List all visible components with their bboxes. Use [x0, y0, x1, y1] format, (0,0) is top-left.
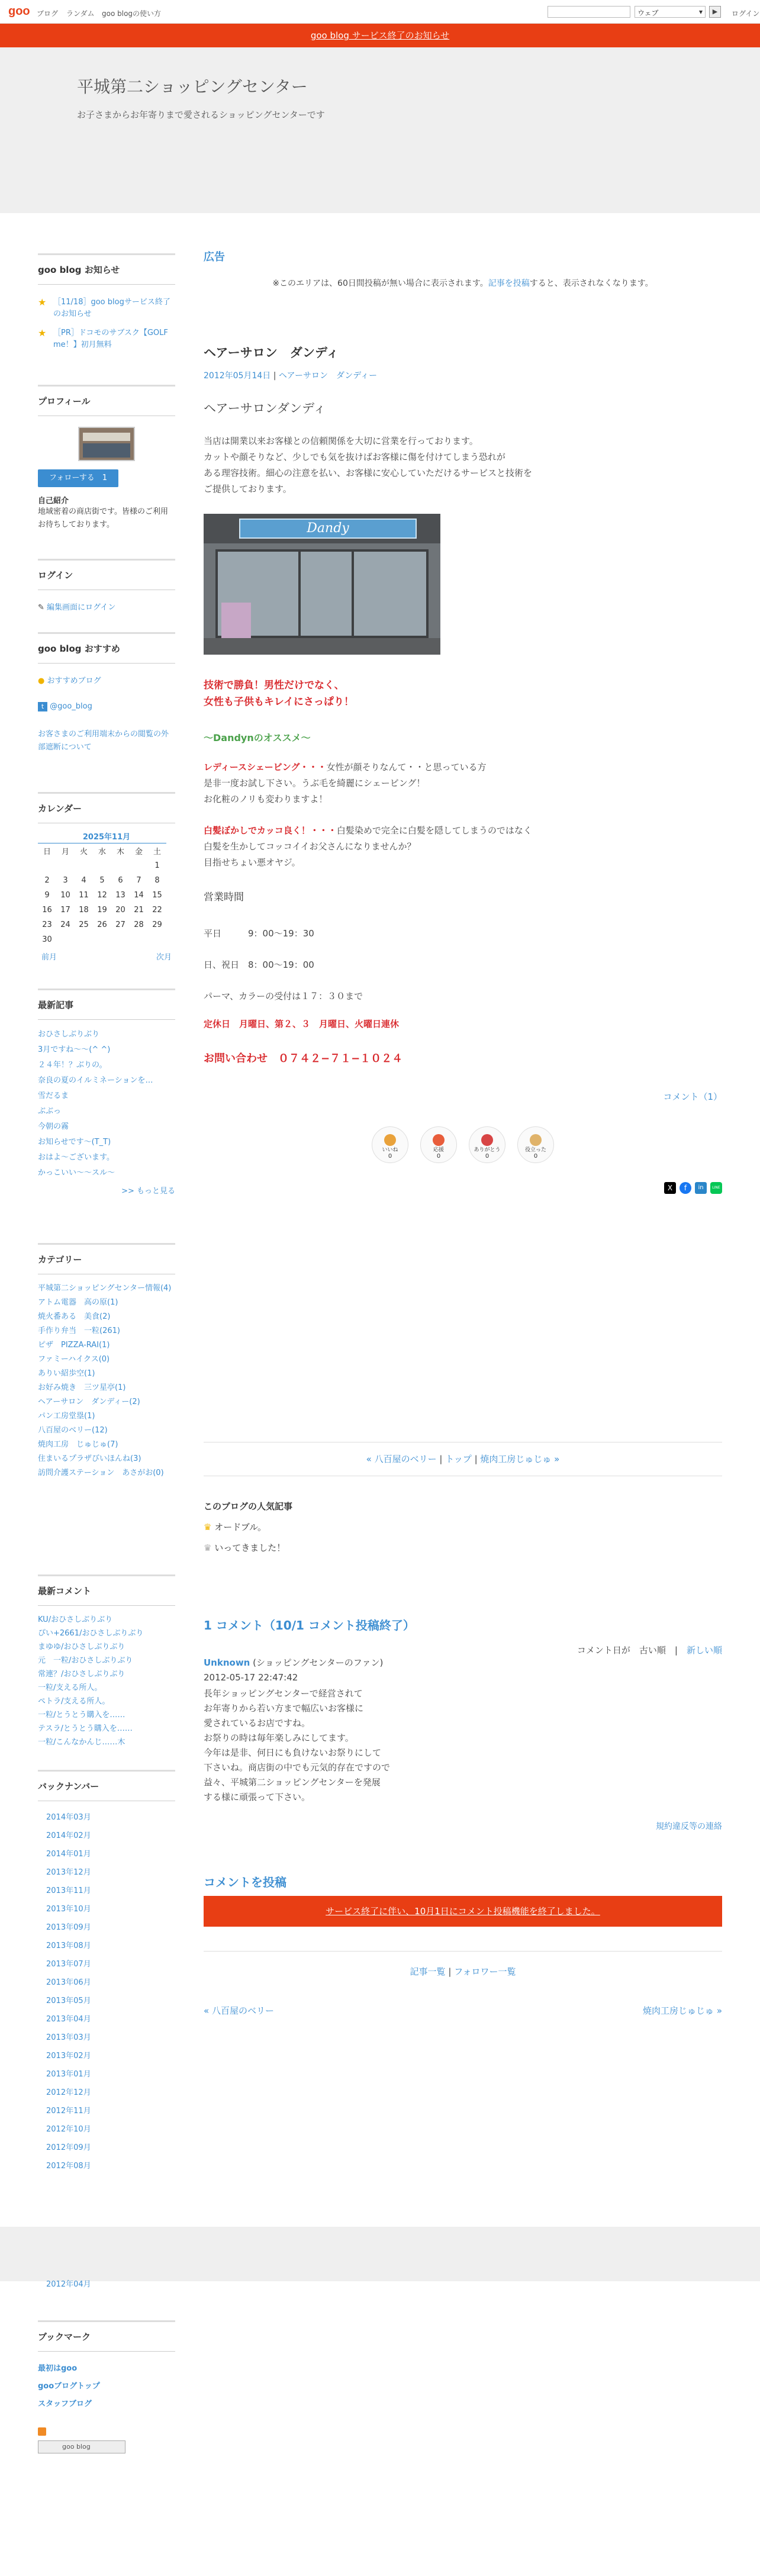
search-button[interactable]: ▶	[709, 6, 721, 18]
hatena-share-icon[interactable]: in	[695, 1182, 707, 1194]
calendar-day[interactable]: 19	[97, 905, 107, 915]
calendar-day[interactable]: 15	[152, 890, 162, 900]
backnumber-item[interactable]: 2012年08月	[46, 2162, 91, 2171]
backnumber-item[interactable]: 2013年01月	[46, 2070, 91, 2079]
calendar-day	[130, 932, 148, 947]
login-link[interactable]: ログイン	[732, 9, 760, 18]
calendar-day[interactable]: 23	[42, 920, 52, 929]
recommend-heading: goo blog おすすめ	[38, 632, 175, 664]
intro-line: ある理容技術。細心の注意を払い、お客様に安心していただけるサービスと技術を	[204, 468, 533, 478]
calendar-weekday: 月	[61, 847, 69, 856]
recent-comment-item[interactable]: ペトラ/支える所人。	[38, 1697, 110, 1706]
recent-article-item[interactable]: お知らせです〜(T_T)	[38, 1138, 111, 1147]
recent-article-item[interactable]: ２４年！？ぶりの。	[38, 1061, 107, 1070]
star-icon: ★	[38, 297, 47, 308]
goo-blog-badge[interactable]: goo blog	[38, 2440, 125, 2453]
calendar-heading: カレンダー	[38, 792, 175, 823]
ad-section	[204, 249, 722, 289]
reaction-button[interactable]	[372, 1126, 408, 1163]
article-subtitle: ヘアーサロンダンディ	[204, 401, 326, 416]
recent-article-item[interactable]: 今朝の霧	[38, 1122, 69, 1131]
calendar-weekday: 金	[134, 847, 143, 856]
order-old[interactable]: 古い順	[639, 1645, 666, 1656]
bottom-prev-link[interactable]: « 八百屋のベリー	[204, 2005, 274, 2016]
popular-section	[204, 1500, 722, 1554]
post-comment-heading: コメントを投稿	[204, 1875, 286, 1889]
calendar-day	[148, 932, 166, 947]
intro-label: 自己紹介	[38, 497, 69, 505]
reactions	[204, 1126, 722, 1163]
goo-logo[interactable]: goo	[8, 5, 30, 18]
backnumber-item[interactable]: 2012年12月	[46, 2088, 91, 2097]
shop-photo[interactable]	[204, 514, 440, 655]
comment-line: 下さいね。商店街の中でも元気的存在ですので	[204, 1762, 391, 1773]
comment-line: 益々、平城第二ショッピングセンターを発展	[204, 1777, 381, 1788]
contact-info: お問い合わせ ０７４２−７１−１０２４	[204, 1052, 403, 1065]
calendar-weekday: 水	[98, 847, 106, 856]
recent-comment-item[interactable]: KU/おひさしぶりぶり	[38, 1615, 113, 1624]
calendar-month: 2025年11月	[82, 833, 131, 842]
article-title[interactable]: ヘアーサロン ダンディ	[204, 346, 339, 360]
recent-article-item[interactable]: かっこいい〜〜スル〜	[38, 1168, 115, 1177]
comment-count-link[interactable]: コメント（1）	[663, 1091, 722, 1102]
category-item[interactable]: 平城第二ショッピングセンター情報(4)	[38, 1284, 172, 1293]
calendar-day[interactable]: 2	[44, 875, 50, 885]
calendar-day	[75, 858, 93, 873]
crown-icon: ♛	[204, 1543, 212, 1553]
backnumber-item[interactable]: 2012年11月	[46, 2107, 91, 2115]
calendar-day	[75, 932, 93, 947]
backnumber-item[interactable]: 2014年03月	[46, 1813, 91, 1822]
calendar-day[interactable]: 17	[60, 905, 70, 915]
sidebar-notice	[38, 253, 175, 351]
recent-comment-item[interactable]: まゆゆ/おひさしぶりぶり	[38, 1643, 125, 1651]
bookmark-item[interactable]: スタッフブログ	[38, 2400, 92, 2408]
recent-article-item[interactable]: おひさしぶりぶり	[38, 1030, 100, 1039]
sidebar-recommend	[38, 632, 175, 754]
category-item[interactable]: お好み焼き 三ツ星亭(1)	[38, 1383, 126, 1392]
article-pager: « 八百屋のベリー | トップ | 焼肉工房じゅじゅ »	[204, 1442, 722, 1476]
backnumber-item[interactable]: 2012年04月	[46, 2280, 91, 2289]
calendar-day[interactable]: 5	[99, 875, 105, 885]
facebook-share-icon[interactable]: f	[680, 1182, 691, 1194]
calendar-day[interactable]: 25	[79, 920, 89, 929]
hours-heading: 営業時間	[204, 891, 244, 903]
backnumber-item[interactable]: 2013年06月	[46, 1978, 91, 1987]
calendar-day[interactable]: 28	[134, 920, 144, 929]
comment-author[interactable]: Unknown	[204, 1657, 250, 1668]
order-new-link[interactable]: 新しい順	[686, 1645, 722, 1656]
article: ヘアーサロン ダンディ 2012年05月14日 | ヘアーサロン ダンディー ヘアーサロンダンディ 当店は開業以来お客様との信頼関係を大切に営業を行っております。 カットや顔そりなど、少しでも気を抜けばお客様に傷を付けてしまう恐れが ある理容技術。細心の注意を払い、お客様に安心していただけるサービスと技術を ご提供しております。 Dandy 技術で勝負！男性だけでなく、 女性も子供もキレイにさっぱり！ 〜Dandynのオススメ〜 レディースシェービング・・・女性が顔そりなんて・・と思っている方 是非一度お試し下さい。うぶ毛を綺麗にシェービング！ お化粧のノリも変わりますよ！ 白髪ぼかしでカッコ良く！・・・白髪染めで完全に白髪を隠してしまうのではなく 白髪を生かしてコッコイイお父さんになりませんか？ 目指せちょい悪オヤジ。 営業時間 平日 9：00〜19：30 日、祝日 8：00〜19：00 パーマ、カラーの受付は１７：３０まで 定休日 月曜日、第２、３ 月曜日、火曜日連休 お問い合わせ ０７４２−７１−１０２４ コメント（1） いいね 0 応援 0 ありがとう 0 役立った 0 X f in LINE	[204, 343, 722, 1194]
calendar-day	[38, 858, 56, 873]
x-share-icon[interactable]: X	[664, 1182, 676, 1194]
search-input[interactable]	[548, 6, 630, 18]
backnumber-item[interactable]: 2013年03月	[46, 2033, 91, 2042]
calendar-day[interactable]: 26	[97, 920, 107, 929]
reaction-label: 応援	[433, 1147, 444, 1153]
profile-heading: プロフィール	[38, 385, 175, 416]
profile-image[interactable]	[78, 427, 135, 461]
backnumber-item[interactable]: 2013年07月	[46, 1960, 91, 1969]
bookmark-heading: ブックマーク	[38, 2320, 175, 2352]
reaction-label: いいね	[382, 1147, 398, 1153]
calendar-day[interactable]: 30	[42, 935, 52, 944]
category-item[interactable]: 八百屋のベリー(12)	[38, 1426, 108, 1435]
calendar-day	[93, 858, 111, 873]
ladies-line: 是非一度お試し下さい。うぶ毛を綺麗にシェービング！	[204, 778, 426, 788]
calendar-weekday: 木	[116, 847, 124, 856]
sidebar-login	[38, 559, 175, 612]
comment-author-note: (ショッピングセンターのファン)	[253, 1657, 384, 1668]
backnumber-item[interactable]: 2014年01月	[46, 1850, 91, 1859]
ad-notice: ※このエリアは、60日間投稿が無い場合に表示されます。記事を投稿すると、表示されなくなります。	[272, 279, 653, 288]
article-list-link[interactable]: 記事一覧	[410, 1966, 446, 1977]
follow-button[interactable]: フォローする 1	[38, 469, 118, 487]
recommend-heading: 〜Dandynのオススメ〜	[204, 732, 311, 743]
bulb-icon: ●	[38, 677, 45, 685]
comments-heading: 1 コメント（10/1 コメント投稿終了）	[204, 1618, 415, 1632]
calendar-day[interactable]: 14	[134, 890, 144, 900]
bottom-pager	[204, 2004, 722, 2017]
next-article-link[interactable]: 焼肉工房じゅじゅ »	[480, 1454, 560, 1464]
nav-howto[interactable]: goo blogの使い方	[102, 9, 162, 18]
recent-comment-item[interactable]: 一粒/こんなかんじ……木	[38, 1738, 125, 1747]
calendar-day	[93, 932, 111, 947]
backnumber-item[interactable]: 2013年10月	[46, 1905, 91, 1914]
gray-line: 白髪を生かしてコッコイイお父さんになりませんか？	[204, 841, 416, 852]
calendar-day[interactable]: 8	[154, 875, 160, 885]
post-article-link[interactable]: 記事を投稿	[488, 279, 530, 288]
intro-text: 地域密着の商店街です。皆様のご利用お待ちしております。	[38, 507, 168, 529]
blog-header	[0, 47, 760, 213]
report-link[interactable]: 規約違反等の連絡	[656, 1822, 722, 1831]
star-icon: ★	[38, 327, 47, 339]
chevron-down-icon: ▾	[698, 8, 703, 16]
rss-icon[interactable]	[38, 2427, 46, 2436]
category-item[interactable]: ピザ PIZZA-RAI(1)	[38, 1341, 110, 1350]
weekday-hours: 平日 9：00〜19：30	[204, 928, 314, 939]
sidebar-calendar	[38, 792, 175, 962]
backnumber-heading: バックナンバー	[38, 1770, 175, 1801]
top-link[interactable]: トップ	[445, 1454, 472, 1464]
sidebar-backnumber	[38, 1770, 175, 2175]
recent-comment-item[interactable]: ぴい+2661/おひさしぶりぶり	[38, 1629, 144, 1638]
calendar-day[interactable]: 22	[152, 905, 162, 915]
reaction-count: 0	[436, 1153, 441, 1160]
recent-comment-item[interactable]: テスラ/とうとう購入を……	[38, 1724, 133, 1733]
popular-item[interactable]: オードブル。	[214, 1522, 266, 1532]
comment-line: する様に頑張って下さい。	[204, 1792, 311, 1802]
calendar-table	[38, 843, 166, 947]
calendar-day	[130, 858, 148, 873]
backnumber-item[interactable]: 2012年10月	[46, 2125, 91, 2134]
calendar-day	[56, 858, 75, 873]
backnumber-item[interactable]: 2013年04月	[46, 2015, 91, 2024]
calendar-day[interactable]: 3	[63, 875, 68, 885]
backnumber-item[interactable]: 2013年12月	[46, 1868, 91, 1877]
category-item[interactable]: 訪問介護ステーション あさがお(0)	[38, 1469, 164, 1477]
ladies-line: お化粧のノリも変わりますよ！	[204, 794, 328, 804]
notice-item[interactable]: ［PR］ドコモのサブスク【GOLF me！】初月無料	[53, 329, 168, 349]
calendar-day[interactable]: 6	[118, 875, 123, 885]
category-item[interactable]: 住まいるプラザびいほんね(3)	[38, 1454, 141, 1463]
intro-line: カットや顔そりなど、少しでも気を抜けばお客様に傷を付けてしまう恐れが	[204, 452, 505, 462]
reaction-count: 0	[388, 1153, 392, 1160]
follower-list-link[interactable]: フォロワー一覧	[454, 1966, 516, 1977]
calendar-day[interactable]: 7	[136, 875, 141, 885]
reaction-count: 0	[533, 1153, 538, 1160]
crown-icon: ♛	[204, 1522, 212, 1532]
calendar-weekday: 火	[79, 847, 88, 856]
more-articles-link[interactable]: >> もっと見る	[121, 1187, 175, 1196]
top-bar	[0, 0, 760, 24]
calendar-day	[111, 858, 130, 873]
backnumber-extra	[38, 2278, 175, 2289]
closed-days: 定休日 月曜日、第２、３ 月曜日、火曜日連休	[204, 1019, 400, 1029]
holiday-hours: 日、祝日 8：00〜19：00	[204, 959, 314, 970]
reaction-label: ありがとう	[474, 1147, 501, 1153]
backnumber-item[interactable]: 2012年09月	[46, 2143, 91, 2152]
comment-order-label: コメント日が	[577, 1645, 630, 1656]
comments-section: 1 コメント（10/1 コメント投稿終了） コメント日が 古い順 | 新しい順 Unknown (ショッピングセンターのファン) 2012-05-17 22:47:42 長年ショッピングセンターで経営されて お年寄りから若い方まで幅広いお客様に 愛されているお店ですね。 お祭りの時は毎年楽しみにしてます。 今年は是非、何日にも負けないお祭りにして 下さいね。商店街の中でも元気的存在ですので 益々、平城第二ショッピングセンターを発展 する様に頑張って下さい。 規約違反等の連絡	[204, 1616, 722, 1832]
share-buttons	[204, 1182, 722, 1194]
nav-random[interactable]: ランダム	[66, 9, 95, 18]
calendar-day[interactable]: 29	[152, 920, 162, 929]
comment-line: お祭りの時は毎年楽しみにしてます。	[204, 1733, 354, 1743]
backnumber-item[interactable]: 2014年02月	[46, 1831, 91, 1840]
calendar-prev-link[interactable]: 前月	[41, 952, 57, 962]
reaction-button[interactable]	[420, 1126, 457, 1163]
calendar-day[interactable]: 13	[115, 890, 125, 900]
bottom-next-link[interactable]: 焼肉工房じゅじゅ »	[643, 2005, 722, 2016]
backnumber-item[interactable]: 2013年08月	[46, 1941, 91, 1950]
gray-heading: 白髪ぼかしでカッコ良く！・・・	[204, 825, 337, 836]
backnumber-item[interactable]: 2013年09月	[46, 1923, 91, 1932]
popular-heading: このブログの人気記事	[204, 1501, 293, 1512]
recent-heading: 最新記事	[38, 988, 175, 1020]
bookmark-item[interactable]: 最初はgoo	[38, 2364, 78, 2373]
comment-line: 今年は是非、何日にも負けないお祭りにして	[204, 1747, 382, 1758]
intro-line: ご提供しております。	[204, 484, 292, 494]
calendar-day[interactable]: 27	[115, 920, 125, 929]
category-item[interactable]: 焼火番ある 美食(2)	[38, 1312, 111, 1321]
article-category[interactable]: ヘアーサロン ダンディー	[278, 371, 378, 381]
calendar-weekday: 土	[153, 847, 161, 856]
notice-item[interactable]: ［11/18］goo blogサービス終了のお知らせ	[53, 298, 170, 318]
reaction-emoji-icon	[481, 1134, 493, 1146]
reaction-button[interactable]	[517, 1126, 554, 1163]
edit-login-link[interactable]: 編集画面にログイン	[47, 603, 116, 612]
calendar-day[interactable]: 21	[134, 905, 144, 915]
calendar-day	[56, 932, 75, 947]
comment-closed-notice[interactable]: サービス終了に伴い、10月1日にコメント投稿機能を終了しました。	[204, 1896, 722, 1927]
category-item[interactable]: ファミーハイクス(0)	[38, 1355, 110, 1364]
intro-line: 当店は開業以来お客様との信頼関係を大切に営業を行っております。	[204, 436, 478, 446]
category-item[interactable]: 手作り弁当 一粒(261)	[38, 1326, 120, 1335]
reaction-emoji-icon	[433, 1134, 445, 1146]
recent-article-item[interactable]: おはよ〜ございます。	[38, 1153, 114, 1162]
goo-blog-twitter-link[interactable]: @goo_blog	[50, 702, 92, 711]
sidebar-comments	[38, 1574, 175, 1749]
prev-article-link[interactable]: « 八百屋のベリー	[366, 1454, 437, 1464]
recent-comment-item[interactable]: 一粒/とうとう購入を……	[38, 1711, 125, 1720]
shop-sign: Dandy	[239, 519, 417, 539]
recent-comments-heading: 最新コメント	[38, 1574, 175, 1606]
recent-article-item[interactable]: 雪だるま	[38, 1091, 69, 1100]
notice-heading: goo blog お知らせ	[38, 253, 175, 285]
perm-note: パーマ、カラーの受付は１７：３０まで	[204, 991, 363, 1002]
calendar-day[interactable]: 11	[79, 890, 89, 900]
sidebar-bookmark	[38, 2320, 175, 2453]
twitter-icon: t	[38, 702, 47, 711]
sidebar-category	[38, 1243, 175, 1480]
category-item[interactable]: アトム電器 高の原(1)	[38, 1298, 118, 1307]
search-scope-select[interactable]	[635, 6, 706, 18]
line-share-icon[interactable]: LINE	[710, 1182, 722, 1194]
ladies-heading: レディースシェービング・・・	[204, 762, 327, 772]
sidebar-recent	[38, 988, 175, 1196]
reaction-label: 役立った	[524, 1147, 546, 1153]
calendar-day[interactable]: 9	[44, 890, 50, 900]
calendar-day[interactable]: 16	[42, 905, 52, 915]
article-date[interactable]: 2012年05月14日	[204, 371, 271, 381]
reaction-count: 0	[485, 1153, 490, 1160]
recent-comment-item[interactable]: 元 一粒/おひさしぶりぶり	[38, 1656, 133, 1665]
category-heading: カテゴリー	[38, 1243, 175, 1274]
recommend-blog-link[interactable]: おすすめブログ	[47, 677, 101, 685]
post-comment-section	[204, 1873, 722, 1927]
banner-text[interactable]: goo blog サービス終了のお知らせ	[310, 30, 450, 41]
ladies-text: 女性が顔そりなんて・・と思っている方	[326, 762, 487, 772]
calendar-day[interactable]: 18	[79, 905, 89, 915]
comment-line: 愛されているお店ですね。	[204, 1718, 311, 1728]
comment-line: お年寄りから若い方まで幅広いお客様に	[204, 1703, 364, 1714]
nav-blog[interactable]: ブログ	[37, 9, 59, 18]
sidebar-profile	[38, 385, 175, 532]
category-item[interactable]: ありい紹歩空(1)	[38, 1369, 95, 1378]
blog-title[interactable]: 平城第二ショッピングセンター	[77, 77, 308, 96]
calendar-day[interactable]: 1	[154, 861, 160, 870]
catch-line: 女性も子供もキレイにさっぱり！	[204, 696, 354, 708]
reaction-emoji-icon	[384, 1134, 396, 1146]
recent-article-item[interactable]: ぶぶっ	[38, 1107, 62, 1116]
recent-comment-item[interactable]: 一粒/支える所人。	[38, 1683, 102, 1692]
calendar-day[interactable]: 12	[97, 890, 107, 900]
recent-comment-item[interactable]: 常連？/おひさしぶりぶり	[38, 1670, 125, 1679]
comment-line: 長年ショッピングセンターで経営されて	[204, 1688, 363, 1699]
access-notice-link[interactable]: お客さまのご利用端末からの閲覧の外部遮断について	[38, 730, 169, 752]
popular-item[interactable]: いってきました！	[214, 1543, 286, 1553]
footer-band	[0, 2227, 760, 2281]
gray-line: 目指せちょい悪オヤジ。	[204, 857, 301, 868]
calendar-day[interactable]: 4	[81, 875, 86, 885]
recent-article-item[interactable]: 3月ですね〜〜(^ ^)	[38, 1045, 111, 1054]
calendar-weekday: 日	[43, 847, 51, 856]
footer-links: 記事一覧 | フォロワー一覧	[204, 1951, 722, 1986]
comment-datetime: 2012-05-17 22:47:42	[204, 1672, 298, 1683]
reaction-button[interactable]	[469, 1126, 505, 1163]
recent-article-item[interactable]: 奈良の夏のイルミネーションを…	[38, 1076, 153, 1085]
blog-description: お子さまからお年寄りまで愛されるショッピングセンターです	[77, 110, 325, 120]
service-end-banner[interactable]	[0, 24, 760, 47]
bookmark-item[interactable]: gooブログトップ	[38, 2382, 100, 2391]
backnumber-item[interactable]: 2013年11月	[46, 1886, 91, 1895]
calendar-day[interactable]: 20	[115, 905, 125, 915]
calendar-day	[111, 932, 130, 947]
backnumber-item[interactable]: 2013年05月	[46, 1997, 91, 2005]
follow-count: 1	[102, 474, 107, 482]
category-item[interactable]: ヘアーサロン ダンディー(2)	[38, 1398, 140, 1406]
catch-line: 技術で勝負！男性だけでなく、	[204, 680, 344, 691]
login-heading: ログイン	[38, 559, 175, 590]
calendar-day[interactable]: 10	[60, 890, 70, 900]
category-item[interactable]: 焼肉工房 じゅじゅ(7)	[38, 1440, 118, 1449]
backnumber-item[interactable]: 2013年02月	[46, 2052, 91, 2060]
category-item[interactable]: パン工房堂塁(1)	[38, 1412, 95, 1421]
reaction-emoji-icon	[530, 1134, 542, 1146]
pencil-icon: ✎	[38, 603, 44, 612]
gray-text: 白髪染めで完全に白髪を隠してしまうのではなく	[336, 825, 532, 836]
ad-heading: 広告	[204, 251, 225, 263]
search-scope-value: ウェブ	[637, 9, 659, 17]
calendar-day[interactable]: 24	[60, 920, 70, 929]
calendar-next-link[interactable]: 次月	[156, 952, 172, 962]
